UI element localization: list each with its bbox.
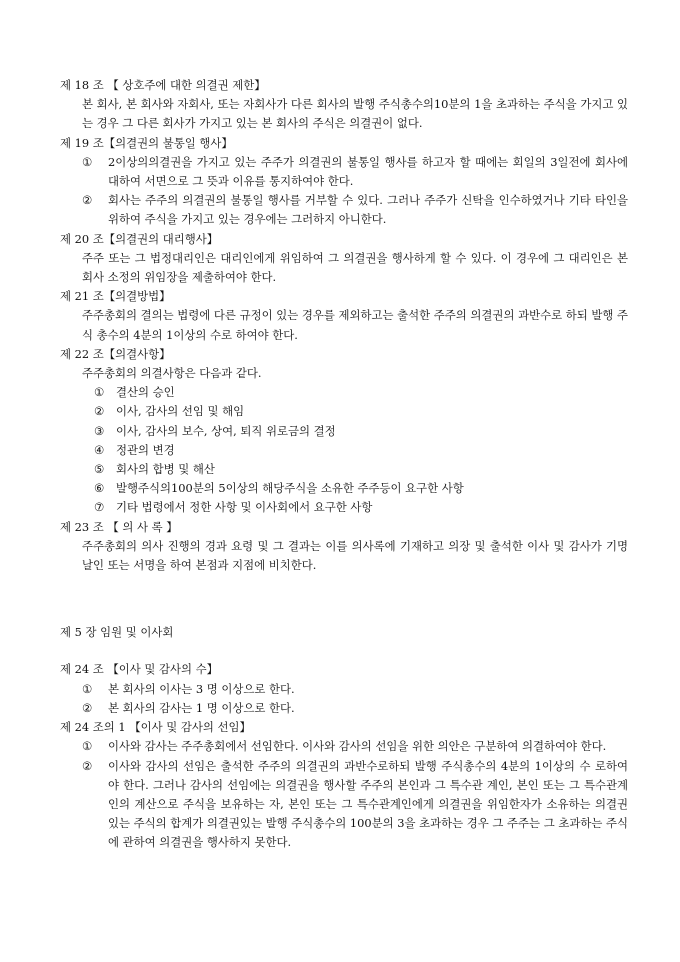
item-text: 정관의 변경 [116, 442, 175, 457]
article-19 [60, 134, 628, 230]
list-item [94, 498, 628, 517]
item-text: 결산의 승인 [116, 385, 175, 400]
article-item [60, 757, 628, 853]
article-title: 제 19 조【의결권의 불통일 행사】 [60, 135, 233, 150]
item-text: 기타 법령에서 정한 사항 및 이사회에서 요구한 사항 [116, 500, 373, 515]
article-24 [60, 660, 628, 718]
article-23 [60, 518, 628, 576]
article-24-1 [60, 718, 628, 852]
item-number: ② [82, 700, 93, 715]
list-item [94, 422, 628, 441]
item-text: 본 회사의 감사는 1 명 이상으로 한다. [108, 700, 295, 715]
article-body: 본 회사, 본 회사와 자회사, 또는 자회사가 다른 회사의 발행 주식총수의10분의 1을 초과하는 주식을 가지고 있는 경우 그 다른 회사가 가지고 있는 본 회사의 주식은 의결권이 없다. [82, 97, 628, 131]
article-body: 주주 또는 그 법정대리인은 대리인에게 위임하여 그 의결권을 행사하게 할 수 있다. 이 경우에 그 대리인은 본 회사 소정의 위임장을 제출하여야 한다. [82, 250, 628, 285]
list-item [94, 441, 628, 460]
document-page [60, 76, 628, 853]
item-text: 2이상의의결권을 가지고 있는 주주가 의결권의 불통일 행사를 하고자 할 때에는 회일의 3일전에 회사에 대하여 서면으로 그 뜻과 이유를 통지하여야 한다. [108, 154, 628, 189]
item-number: ⑦ [94, 500, 105, 515]
article-title: 제 23 조 【 의 사 록 】 [60, 519, 178, 534]
chapter-heading: 제 5 장 임원 및 이사회 [60, 625, 174, 640]
item-number: ⑥ [94, 481, 105, 496]
list-item [94, 460, 628, 479]
item-text: 이사와 감사는 주주총회에서 선임한다. 이사와 감사의 선임을 위한 의안은 구분하여 의결하여야 한다. [108, 739, 607, 754]
item-number: ② [94, 404, 105, 419]
article-item [60, 699, 628, 718]
resolution-list [60, 383, 628, 517]
item-text: 발행주식의100분의 5이상의 해당주식을 소유한 주주등이 요구한 사항 [116, 481, 464, 496]
item-number: ① [82, 681, 93, 696]
item-number: ④ [94, 442, 105, 457]
item-number: ① [82, 154, 93, 169]
item-text: 본 회사의 이사는 3 명 이상으로 한다. [108, 681, 295, 696]
item-number: ① [82, 739, 93, 754]
item-number: ⑤ [94, 462, 105, 477]
item-number: ③ [94, 423, 105, 438]
article-body: 주주총회의 의결사항은 다음과 같다. [82, 366, 262, 381]
item-text: 이사와 감사의 선임은 출석한 주주의 의결권의 과반수로하되 발행 주식총수의 4분의 1이상의 수 로하여야 한다. 그러나 감사의 선임에는 의결권을 행사할 주주의 본인과 그 특수관 계인, 본인 또는 그 특수관계인의 계산으로 주식을 보유하는 자, 본인 또는 그 특수관계인에게 의결권을 위임한자가 소유하는 의결권 있는 주식의 합계가 의결권있는 발행 주식총수의 100분의 3을 초과하는 경우 그 주주는 그 초과하는 주식에 관하여 의결권을 행사하지 못한다. [108, 758, 628, 850]
article-title: 제 21 조【의결방법】 [60, 289, 171, 304]
item-text: 이사, 감사의 보수, 상여, 퇴직 위로금의 결정 [116, 423, 336, 438]
item-number: ② [82, 193, 93, 208]
list-item [94, 402, 628, 421]
item-text: 이사, 감사의 선임 및 해임 [116, 404, 245, 419]
article-18 [60, 76, 628, 134]
article-title: 제 22 조【의결사항】 [60, 346, 171, 361]
article-22 [60, 345, 628, 518]
article-item [60, 737, 628, 756]
article-title: 제 24 조 【이사 및 감사의 수】 [60, 662, 219, 677]
article-21 [60, 287, 628, 345]
item-number: ② [82, 758, 93, 773]
article-item [60, 153, 628, 191]
article-title: 제 24 조의 1 【이사 및 감사의 선임】 [60, 720, 251, 735]
article-title: 제 20 조【의결권의 대리행사】 [60, 231, 219, 246]
article-title: 제 18 조 【 상호주에 대한 의결권 제한】 [60, 78, 266, 92]
article-body: 주주총회의 결의는 법령에 다른 규정이 있는 경우를 제외하고는 출석한 주주의 의결권의 과반수로 하되 발행 주식 총수의 4분의 1이상의 수로 하여야 한다. [82, 308, 628, 342]
list-item [94, 479, 628, 498]
item-number: ① [94, 385, 105, 400]
article-item [60, 680, 628, 699]
list-item [94, 383, 628, 402]
article-item [60, 191, 628, 229]
article-20 [60, 230, 628, 288]
article-body: 주주총회의 의사 진행의 경과 요령 및 그 결과는 이를 의사록에 기재하고 의장 및 출석한 이사 및 감사가 기명 날인 또는 서명을 하여 본점과 지점에 비치한다. [82, 538, 628, 573]
item-text: 회사의 합병 및 해산 [116, 462, 215, 477]
item-text: 회사는 주주의 의결권의 불통일 행사를 거부할 수 있다. 그러나 주주가 신탁을 인수하였거나 기타 타인을 위하여 주식을 가지고 있는 경우에는 그러하지 아니한다. [108, 193, 628, 227]
